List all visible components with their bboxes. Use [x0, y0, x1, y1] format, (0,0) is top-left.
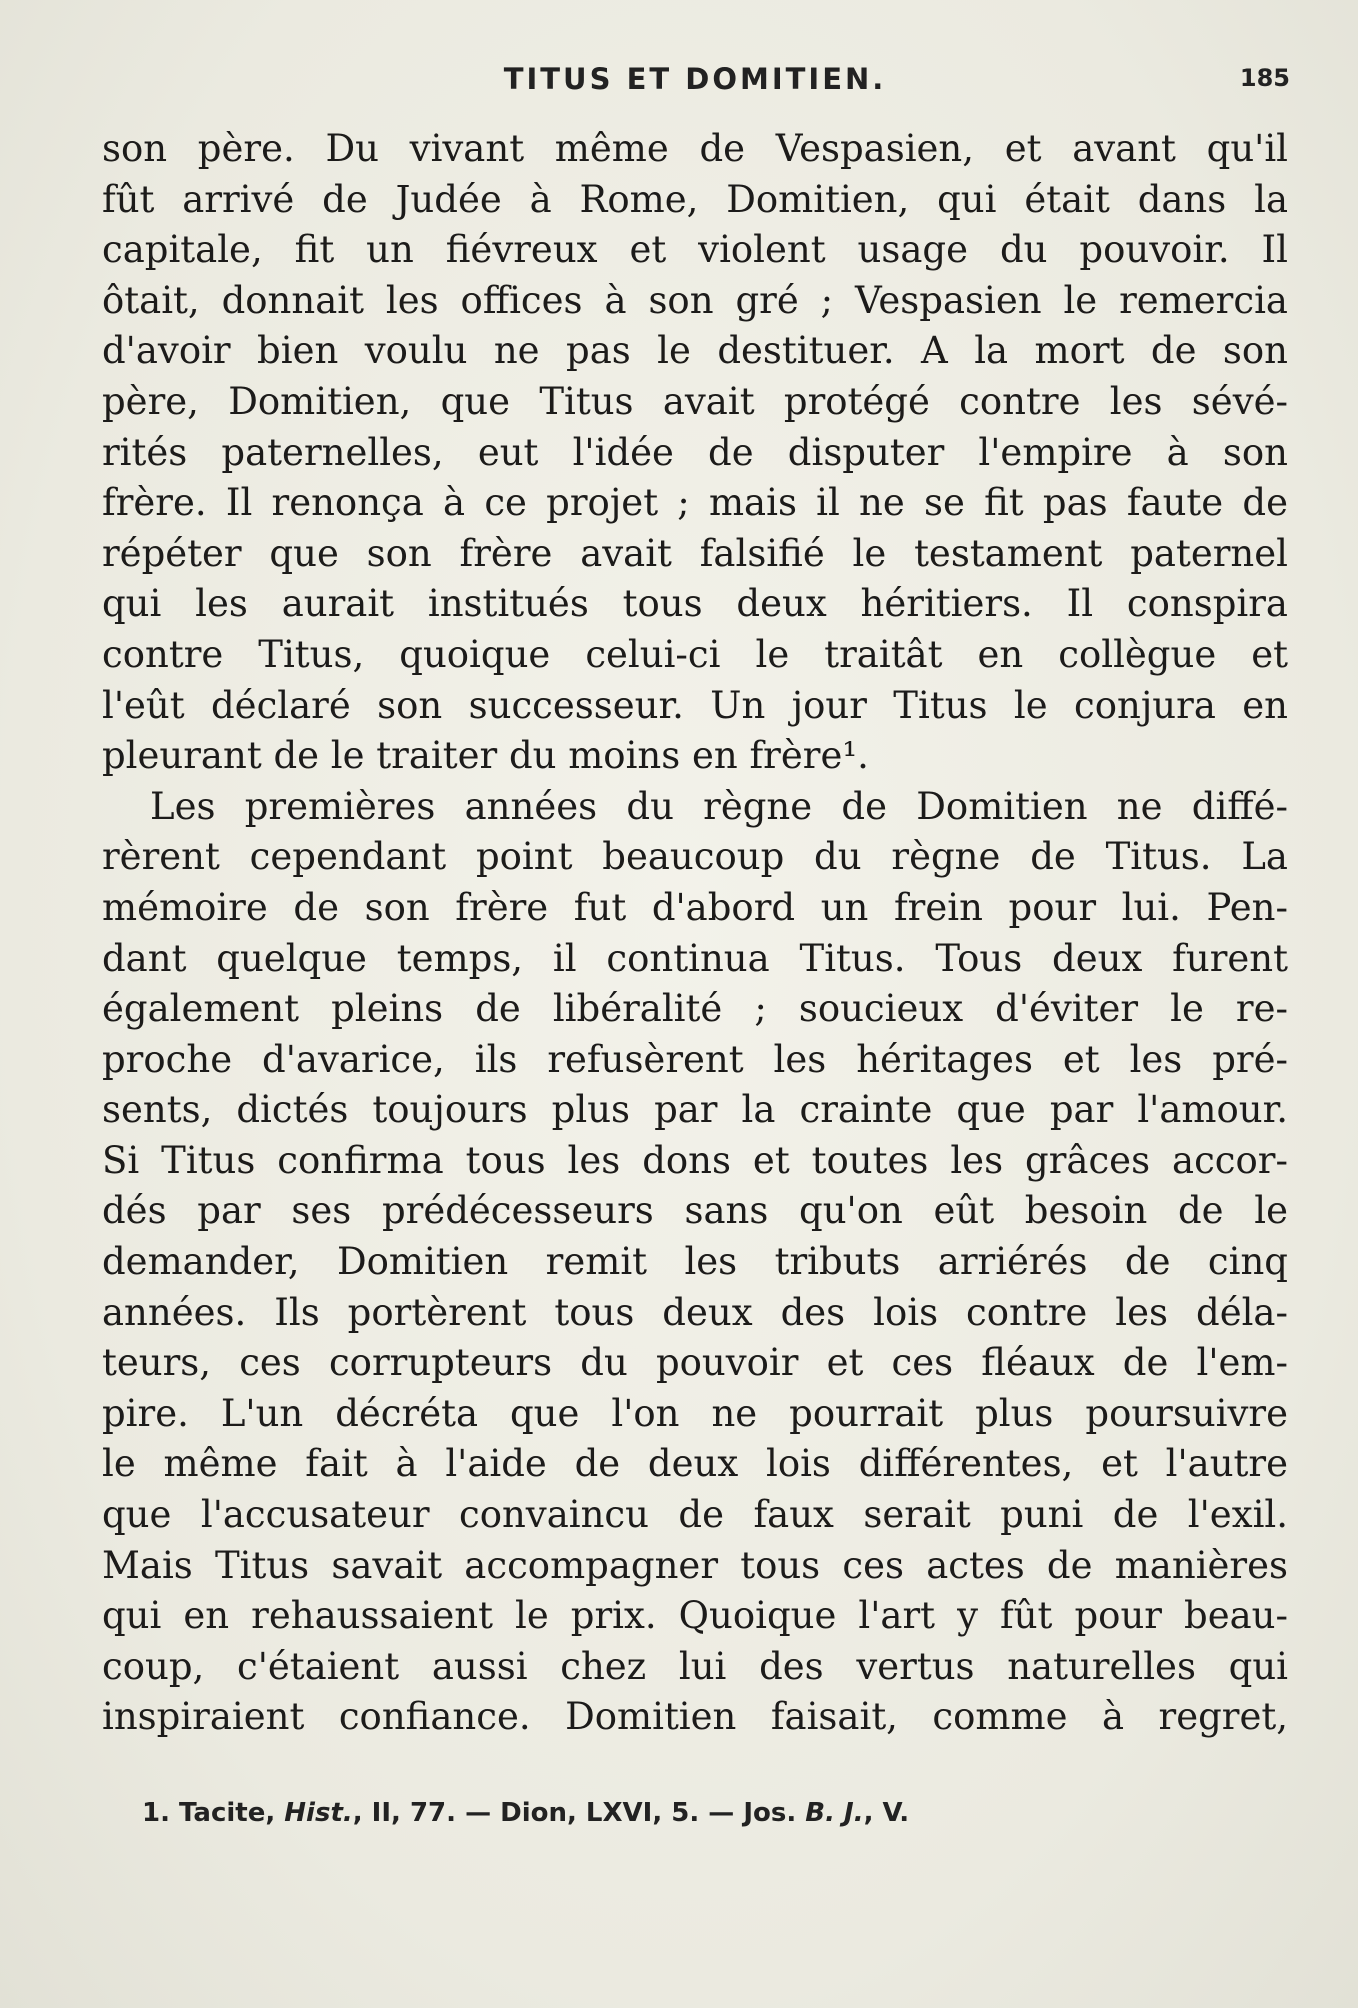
- paragraph: [102, 782, 1288, 1743]
- text-line: frère. Il renonça à ce projet ; mais il ne se fit pas faute de: [102, 481, 1288, 525]
- text-line: pleurant de le traiter du moins en frère¹.: [102, 734, 869, 778]
- footnote-marker: 1.: [142, 1798, 170, 1828]
- text-line: teurs, ces corrupteurs du pouvoir et ces fléaux de l'em-: [102, 1341, 1288, 1385]
- text-line: ôtait, donnait les offices à son gré ; Vespasien le remercia: [102, 278, 1288, 322]
- page-number: 185: [1239, 64, 1290, 92]
- running-head: [100, 62, 1290, 102]
- text-line: qui les aurait institués tous deux héritiers. Il conspira: [102, 582, 1288, 626]
- running-title: TITUS ET DOMITIEN.: [503, 62, 887, 96]
- text-line: inspiraient confiance. Domitien faisait, comme à regret,: [102, 1695, 1288, 1739]
- text-line: rèrent cependant point beaucoup du règne de Titus. La: [102, 835, 1288, 879]
- text-line: l'eût déclaré son successeur. Un jour Titus le conjura en: [102, 683, 1288, 727]
- text-line: contre Titus, quoique celui-ci le traitât en collègue et: [102, 632, 1288, 676]
- text-line: capitale, fit un fiévreux et violent usage du pouvoir. Il: [102, 228, 1288, 272]
- text-line: dés par ses prédécesseurs sans qu'on eût besoin de le: [102, 1189, 1288, 1233]
- text-line: rités paternelles, eut l'idée de disputer l'empire à son: [102, 430, 1288, 474]
- text-line: mémoire de son frère fut d'abord un frein pour lui. Pen-: [102, 885, 1288, 929]
- text-line: dant quelque temps, il continua Titus. Tous deux furent: [102, 936, 1288, 980]
- paragraph: [102, 124, 1288, 782]
- text-line: sents, dictés toujours plus par la crainte que par l'amour.: [102, 1088, 1288, 1132]
- text-line: Les premières années du règne de Domitien ne diffé-: [150, 784, 1288, 828]
- text-line: également pleins de libéralité ; soucieux d'éviter le re-: [102, 987, 1288, 1031]
- text-line: années. Ils portèrent tous deux des lois contre les déla-: [102, 1290, 1288, 1334]
- text-line: son père. Du vivant même de Vespasien, et avant qu'il: [102, 127, 1288, 170]
- text-line: le même fait à l'aide de deux lois différentes, et l'autre: [102, 1442, 1288, 1486]
- footnote-author: Tacite,: [179, 1798, 276, 1828]
- text-line: père, Domitien, que Titus avait protégé contre les sévé-: [102, 379, 1288, 423]
- footnote-work-title: B. J.: [805, 1798, 864, 1828]
- text-line: d'avoir bien voulu ne pas le destituer. A la mort de son: [102, 329, 1288, 373]
- footnote: [142, 1798, 1292, 1828]
- text-line: qui en rehaussaient le prix. Quoique l'art y fût pour beau-: [102, 1594, 1288, 1638]
- text-line: demander, Domitien remit les tributs arriérés de cinq: [102, 1240, 1288, 1284]
- footnote-reference: , II, 77. — Dion, LXVI, 5. — Jos.: [352, 1798, 797, 1828]
- footnote-work-title: Hist.: [284, 1798, 353, 1828]
- text-line: proche d'avarice, ils refusèrent les héritages et les pré-: [102, 1037, 1288, 1081]
- text-line: Si Titus confirma tous les dons et toutes les grâces accor-: [102, 1138, 1288, 1182]
- text-line: pire. L'un décréta que l'on ne pourrait plus poursuivre: [102, 1391, 1288, 1435]
- text-line: Mais Titus savait accompagner tous ces actes de manières: [102, 1543, 1288, 1587]
- text-line: que l'accusateur convaincu de faux serait puni de l'exil.: [102, 1493, 1288, 1537]
- body-text: [102, 124, 1288, 1743]
- text-line: répéter que son frère avait falsifié le testament paternel: [102, 531, 1288, 575]
- footnote-reference: , V.: [863, 1798, 910, 1828]
- text-line: coup, c'étaient aussi chez lui des vertus naturelles qui: [102, 1644, 1288, 1688]
- text-line: fût arrivé de Judée à Rome, Domitien, qui était dans la: [102, 177, 1288, 221]
